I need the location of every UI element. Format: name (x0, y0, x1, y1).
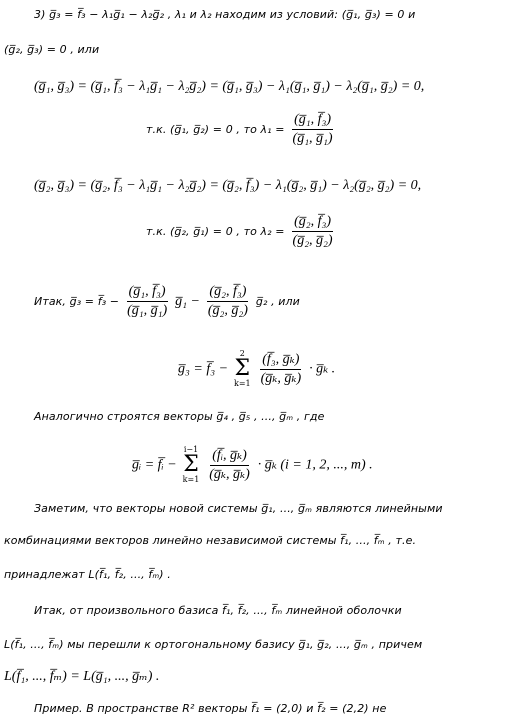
note-line-2 (4, 532, 416, 549)
sigma-sign: Σ (183, 452, 199, 477)
lambda2-expression (146, 214, 337, 249)
note-line-3 (4, 566, 171, 583)
g3-formula (34, 284, 300, 319)
denominator: (g̅ₖ, g̅ₖ) (209, 466, 250, 482)
equation: (g̅₂, g̅₃) = (g̅₂, f̅₃ − λ₁g̅₁ − λ₂g̅₂) = (g̅₂, f̅₃) − λ₁(g̅₂, g̅₁) − λ₂(g̅₂, g̅₂) = 0, (34, 178, 422, 193)
sigma (183, 446, 200, 484)
lower-limit: k=1 (233, 379, 251, 388)
denominator: (g̅₂, g̅₂) (292, 233, 333, 248)
basis-line-3 (4, 668, 159, 685)
term: · g̅ₖ . (309, 361, 336, 377)
gi-sum-formula (132, 446, 373, 484)
text: Итак, g̅₃ = f̅₃ − (34, 295, 120, 308)
basis-line-2 (4, 636, 422, 653)
term: · g̅ₖ (i = 1, 2, ..., m) . (257, 457, 373, 473)
text: принадлежат L(f̅₁, f̅₂, ..., f̅ₘ) . (4, 568, 171, 581)
numerator: (f̅₃, g̅ₖ) (260, 352, 301, 370)
note-line-1 (34, 500, 443, 517)
basis-line-1 (34, 602, 402, 619)
text: Аналогично строятся векторы g̅₄ , g̅₅ , ..., g̅ₘ , где (34, 410, 325, 423)
text: Пример. В пространстве R² векторы f̅₁ = (2,0) и f̅₂ = (2,2) не (34, 702, 387, 715)
numerator: (g̅₁, f̅₃) (127, 284, 168, 302)
fraction-1 (125, 284, 169, 319)
lambda1-fraction (291, 112, 335, 147)
numerator: (g̅₁, f̅₃) (292, 112, 333, 130)
text: 3) g̅₃ = f̅₃ − λ₁g̅₁ − λ₂g̅₂ , λ₁ и λ₂ находим из условий: (g̅₁, g̅₃) = 0 и (34, 8, 416, 21)
lower-limit: k=1 (182, 475, 200, 484)
upper-limit: 2 (239, 349, 245, 358)
g3-sum-formula (178, 350, 335, 388)
sigma-sign: Σ (234, 356, 251, 381)
text: т.к. (g̅₂, g̅₁) = 0 , то λ₂ = (146, 225, 285, 238)
text: комбинациями векторов линейно независимой системы f̅₁, ..., f̅ₘ , т.е. (4, 534, 417, 547)
lambda2-fraction (291, 214, 335, 249)
term: g̅₁ − (175, 294, 200, 309)
lhs: g̅ᵢ = f̅ᵢ − (132, 457, 177, 473)
equation: (g̅₁, g̅₃) = (g̅₁, f̅₃ − λ₁g̅₁ − λ₂g̅₂) = (g̅₁, g̅₃) − λ₁(g̅₁, g̅₁) − λ₂(g̅₁, g̅₂) = 0, (34, 79, 425, 94)
denominator: (g̅ₖ, g̅ₖ) (260, 370, 302, 386)
text: g̅₂ , или (255, 295, 300, 308)
step-3-formula (34, 6, 415, 23)
equation-g2g3 (34, 177, 421, 194)
lhs: g̅₃ = f̅₃ − (178, 361, 229, 377)
text: L(f̅₁, ..., f̅ₘ) мы перешли к ортогональному базису g̅₁, g̅₂, ..., g̅ₘ , причем (4, 638, 423, 651)
lambda1-expression (146, 112, 337, 147)
sigma (234, 350, 251, 388)
numerator: (g̅₂, f̅₃) (292, 214, 333, 232)
text: (g̅₂, g̅₃) = 0 , или (4, 43, 100, 56)
equation: L(f̅₁, ..., f̅ₘ) = L(g̅₁, ..., g̅ₘ) . (4, 669, 160, 684)
numerator: (f̅ᵢ, g̅ₖ) (210, 448, 249, 466)
example-line (34, 700, 386, 717)
denominator: (g̅₁, g̅₁) (292, 131, 333, 146)
sum-fraction (259, 352, 304, 387)
analog-line (34, 408, 324, 425)
text: Итак, от произвольного базиса f̅₁, f̅₂, ..., f̅ₘ линейной оболочки (34, 604, 402, 617)
equation-g1g3 (34, 78, 424, 95)
fraction-2 (206, 284, 250, 319)
upper-limit: i−1 (183, 445, 199, 454)
text: Заметим, что векторы новой системы g̅₁, ..., g̅ₘ являются линейными (34, 502, 443, 515)
sum-fraction (207, 448, 252, 483)
numerator: (g̅₂, f̅₃) (207, 284, 248, 302)
condition-line (4, 41, 99, 58)
denominator: (g̅₂, g̅₂) (207, 303, 248, 318)
denominator: (g̅₁, g̅₁) (127, 303, 168, 318)
text: т.к. (g̅₁, g̅₂) = 0 , то λ₁ = (146, 123, 285, 136)
